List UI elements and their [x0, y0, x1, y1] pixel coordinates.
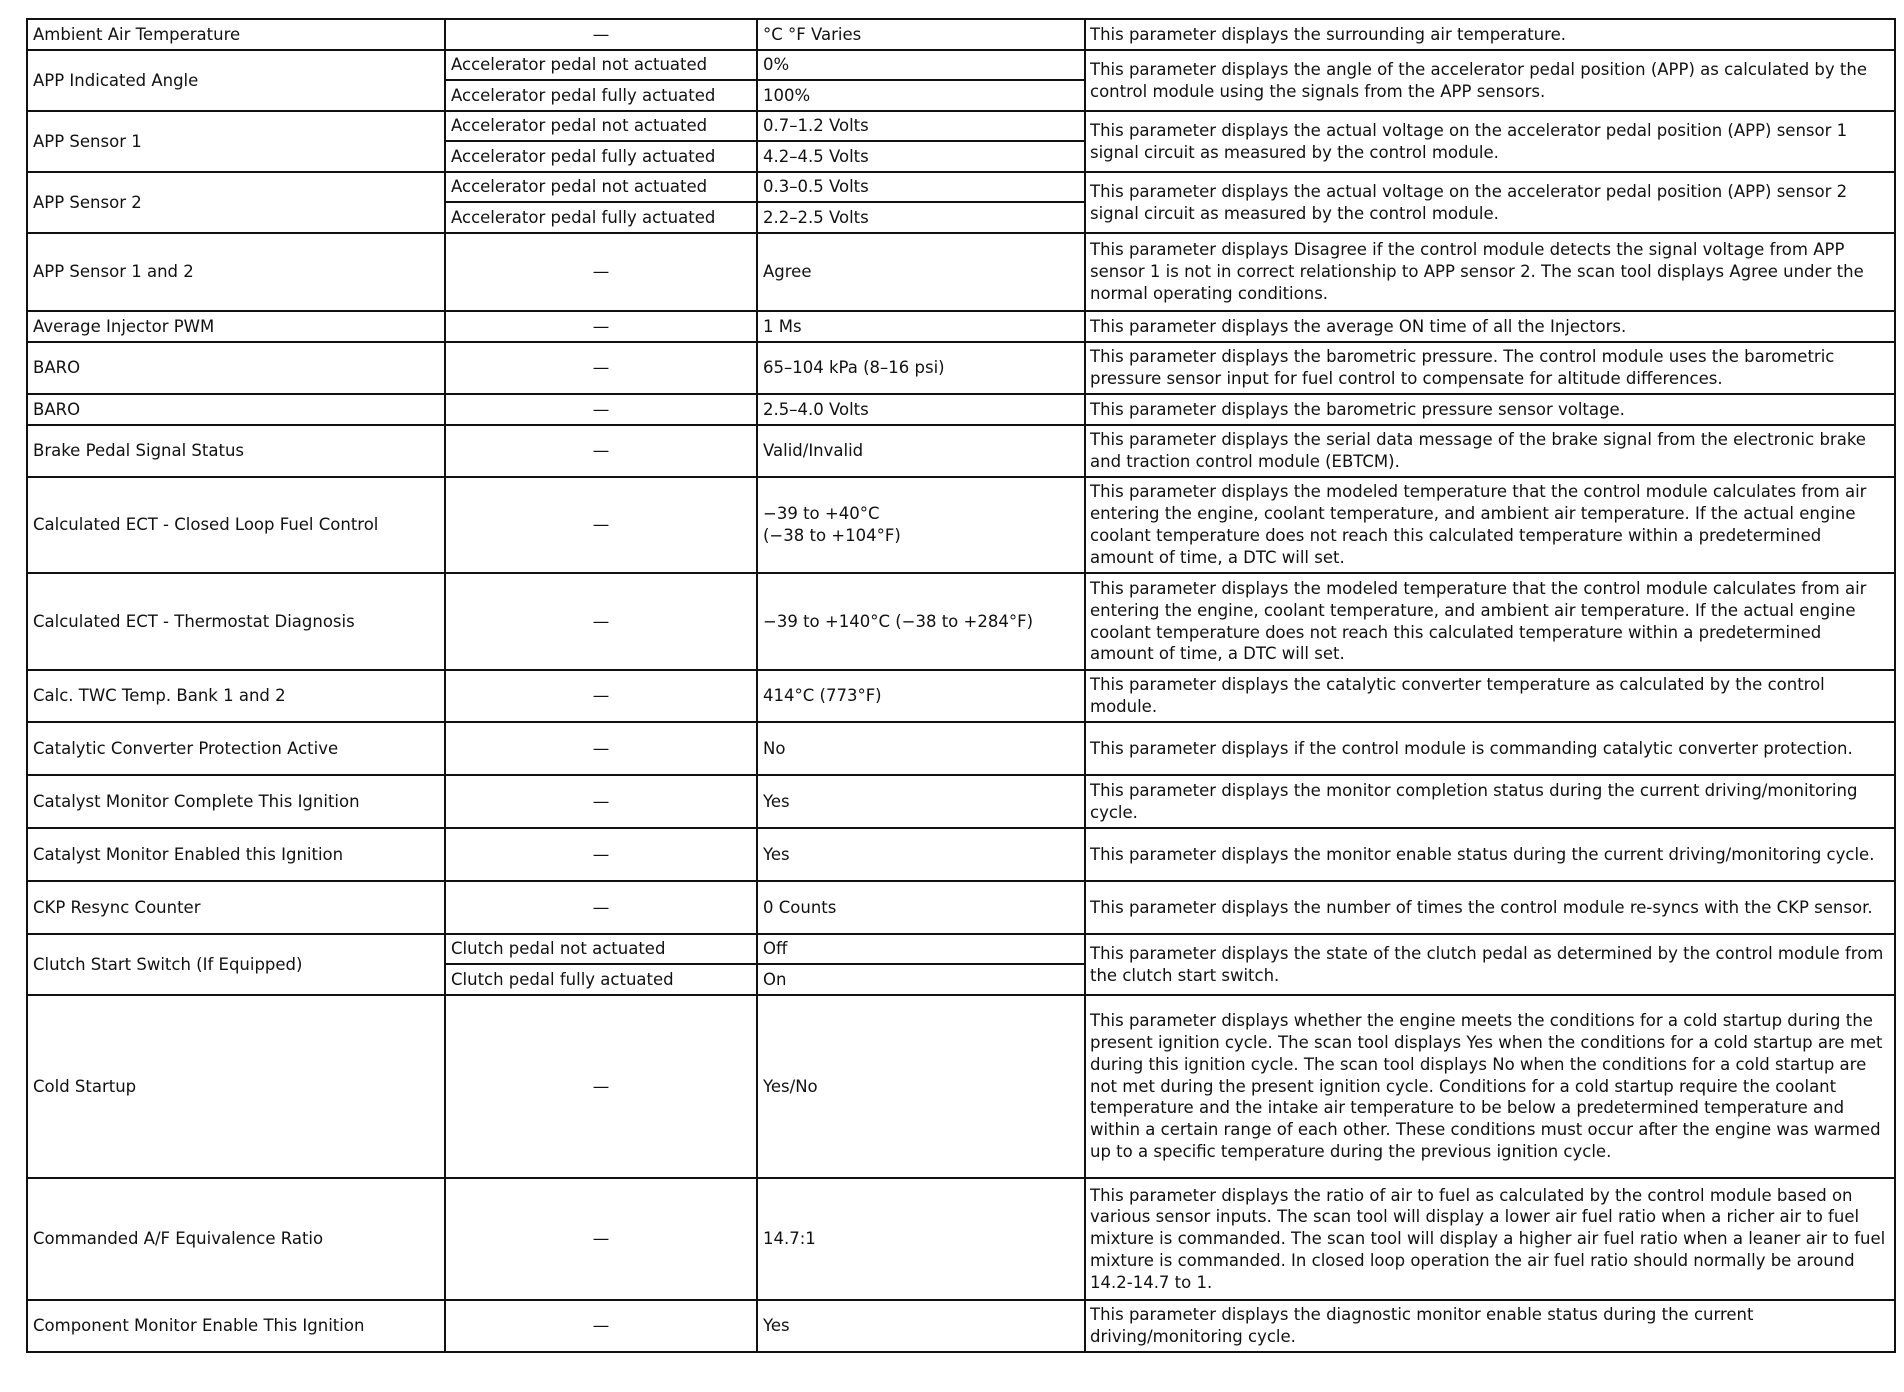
table-row [27, 881, 1895, 934]
typical-value-cell: 100% [757, 80, 1085, 111]
table-row [27, 828, 1895, 881]
condition-cell: Accelerator pedal fully actuated [445, 80, 757, 111]
parameter-name-cell: APP Sensor 2 [27, 172, 445, 233]
description-cell: This parameter displays whether the engine meets the conditions for a cold startup during the present ignition cycle. The scan tool displays Yes when the conditions for a cold startup are met during this ignition cycle. The scan tool displays No when the conditions for a cold startup are not met during the present ignition cycle. Conditions for a cold startup require the coolant temperature and the intake air temperature to be below a predetermined temperature and within a certain range of each other. These conditions must occur after the engine was warmed up to a specific temperature during the previous ignition cycle. [1085, 995, 1895, 1178]
table-row [27, 311, 1895, 342]
typical-value-cell: Valid/Invalid [757, 425, 1085, 477]
description-cell: This parameter displays the monitor completion status during the current driving/monitoring cycle. [1085, 775, 1895, 828]
table-row [27, 1300, 1895, 1352]
condition-cell: Accelerator pedal not actuated [445, 50, 757, 80]
table-row [27, 934, 1895, 964]
parameter-name-cell: APP Indicated Angle [27, 50, 445, 111]
table-row [27, 1178, 1895, 1300]
typical-value-cell: 414°C (773°F) [757, 670, 1085, 722]
parameter-name-cell: Component Monitor Enable This Ignition [27, 1300, 445, 1352]
typical-value-cell: Off [757, 934, 1085, 964]
typical-value-cell: On [757, 964, 1085, 995]
parameter-name-cell: Average Injector PWM [27, 311, 445, 342]
parameter-name-cell: Ambient Air Temperature [27, 19, 445, 50]
condition-cell: — [445, 394, 757, 425]
typical-value-cell: −39 to +140°C (−38 to +284°F) [757, 573, 1085, 670]
typical-value-cell: Yes [757, 1300, 1085, 1352]
typical-value-cell: Yes [757, 828, 1085, 881]
condition-cell: — [445, 233, 757, 311]
condition-cell: Clutch pedal not actuated [445, 934, 757, 964]
condition-cell: — [445, 828, 757, 881]
condition-cell: — [445, 573, 757, 670]
condition-cell: Accelerator pedal fully actuated [445, 141, 757, 172]
typical-value-cell: °C °F Varies [757, 19, 1085, 50]
condition-cell: — [445, 722, 757, 775]
description-cell: This parameter displays the catalytic converter temperature as calculated by the control module. [1085, 670, 1895, 722]
description-cell: This parameter displays the modeled temperature that the control module calculates from air entering the engine, coolant temperature, and ambient air temperature. If the actual engine coolant temperature does not reach this calculated temperature within a predetermined amount of time, a DTC will set. [1085, 477, 1895, 573]
typical-value-cell: 2.5–4.0 Volts [757, 394, 1085, 425]
table-row [27, 233, 1895, 311]
condition-cell: Accelerator pedal not actuated [445, 172, 757, 202]
typical-value-cell: 2.2–2.5 Volts [757, 202, 1085, 233]
typical-value-cell: 65–104 kPa (8–16 psi) [757, 342, 1085, 394]
condition-cell: — [445, 425, 757, 477]
description-cell: This parameter displays the serial data message of the brake signal from the electronic brake and traction control module (EBTCM). [1085, 425, 1895, 477]
table-row [27, 111, 1895, 141]
condition-cell: Accelerator pedal fully actuated [445, 202, 757, 233]
scan-tool-data-table [26, 18, 1896, 1353]
description-cell: This parameter displays the surrounding air temperature. [1085, 19, 1895, 50]
table-row [27, 573, 1895, 670]
parameter-name-cell: Brake Pedal Signal Status [27, 425, 445, 477]
parameter-name-cell: Catalyst Monitor Complete This Ignition [27, 775, 445, 828]
description-cell: This parameter displays the monitor enable status during the current driving/monitoring cycle. [1085, 828, 1895, 881]
description-cell: This parameter displays the state of the clutch pedal as determined by the control module from the clutch start switch. [1085, 934, 1895, 995]
parameter-name-cell: BARO [27, 394, 445, 425]
typical-value-cell: Yes [757, 775, 1085, 828]
condition-cell: — [445, 670, 757, 722]
typical-value-cell: Agree [757, 233, 1085, 311]
description-cell: This parameter displays the barometric pressure. The control module uses the barometric pressure sensor input for fuel control to compensate for altitude differences. [1085, 342, 1895, 394]
description-cell: This parameter displays the number of times the control module re-syncs with the CKP sensor. [1085, 881, 1895, 934]
description-cell: This parameter displays the modeled temperature that the control module calculates from air entering the engine, coolant temperature, and ambient air temperature. If the actual engine coolant temperature does not reach this calculated temperature within a predetermined amount of time, a DTC will set. [1085, 573, 1895, 670]
table-row [27, 425, 1895, 477]
table-row [27, 19, 1895, 50]
parameter-name-cell: Calculated ECT - Thermostat Diagnosis [27, 573, 445, 670]
typical-value-cell: 0 Counts [757, 881, 1085, 934]
condition-cell: — [445, 342, 757, 394]
parameter-name-cell: Calculated ECT - Closed Loop Fuel Control [27, 477, 445, 573]
table-row [27, 477, 1895, 573]
typical-value-cell: 0.3–0.5 Volts [757, 172, 1085, 202]
condition-cell: — [445, 881, 757, 934]
typical-value-cell: 0% [757, 50, 1085, 80]
condition-cell: — [445, 311, 757, 342]
parameter-name-cell: CKP Resync Counter [27, 881, 445, 934]
description-cell: This parameter displays the angle of the accelerator pedal position (APP) as calculated by the control module using the signals from the APP sensors. [1085, 50, 1895, 111]
parameter-name-cell: Clutch Start Switch (If Equipped) [27, 934, 445, 995]
condition-cell: — [445, 1300, 757, 1352]
table-row [27, 995, 1895, 1178]
description-cell: This parameter displays the ratio of air to fuel as calculated by the control module based on various sensor inputs. The scan tool will display a lower air fuel ratio when a richer air to fuel mixture is commanded. The scan tool will display a higher air fuel ratio when a leaner air to fuel mixture is commanded. In closed loop operation the air fuel ratio should normally be around 14.2-14.7 to 1. [1085, 1178, 1895, 1300]
description-cell: This parameter displays the barometric pressure sensor voltage. [1085, 394, 1895, 425]
parameter-name-cell: Cold Startup [27, 995, 445, 1178]
condition-cell: — [445, 19, 757, 50]
condition-cell: Clutch pedal fully actuated [445, 964, 757, 995]
typical-value-cell: 1 Ms [757, 311, 1085, 342]
condition-cell: — [445, 775, 757, 828]
description-cell: This parameter displays Disagree if the control module detects the signal voltage from APP sensor 1 is not in correct relationship to APP sensor 2. The scan tool displays Agree under the normal operating conditions. [1085, 233, 1895, 311]
description-cell: This parameter displays the diagnostic monitor enable status during the current driving/monitoring cycle. [1085, 1300, 1895, 1352]
parameter-name-cell: Commanded A/F Equivalence Ratio [27, 1178, 445, 1300]
table-row [27, 670, 1895, 722]
typical-value-cell: 0.7–1.2 Volts [757, 111, 1085, 141]
page [26, 18, 1896, 1353]
parameter-name-cell: APP Sensor 1 and 2 [27, 233, 445, 311]
condition-cell: — [445, 995, 757, 1178]
table-row [27, 775, 1895, 828]
parameter-name-cell: APP Sensor 1 [27, 111, 445, 172]
typical-value-cell: −39 to +40°C (−38 to +104°F) [757, 477, 1085, 573]
description-cell: This parameter displays the actual voltage on the accelerator pedal position (APP) sensor 2 signal circuit as measured by the control module. [1085, 172, 1895, 233]
description-cell: This parameter displays the actual voltage on the accelerator pedal position (APP) sensor 1 signal circuit as measured by the control module. [1085, 111, 1895, 172]
parameter-name-cell: Calc. TWC Temp. Bank 1 and 2 [27, 670, 445, 722]
typical-value-cell: 4.2–4.5 Volts [757, 141, 1085, 172]
table-row [27, 722, 1895, 775]
condition-cell: — [445, 477, 757, 573]
table-row [27, 342, 1895, 394]
condition-cell: Accelerator pedal not actuated [445, 111, 757, 141]
description-cell: This parameter displays the average ON time of all the Injectors. [1085, 311, 1895, 342]
table-row [27, 172, 1895, 202]
parameter-name-cell: Catalytic Converter Protection Active [27, 722, 445, 775]
table-row [27, 394, 1895, 425]
parameter-name-cell: Catalyst Monitor Enabled this Ignition [27, 828, 445, 881]
table-row [27, 50, 1895, 80]
typical-value-cell: No [757, 722, 1085, 775]
condition-cell: — [445, 1178, 757, 1300]
typical-value-cell: Yes/No [757, 995, 1085, 1178]
description-cell: This parameter displays if the control module is commanding catalytic converter protection. [1085, 722, 1895, 775]
typical-value-cell: 14.7:1 [757, 1178, 1085, 1300]
parameter-name-cell: BARO [27, 342, 445, 394]
